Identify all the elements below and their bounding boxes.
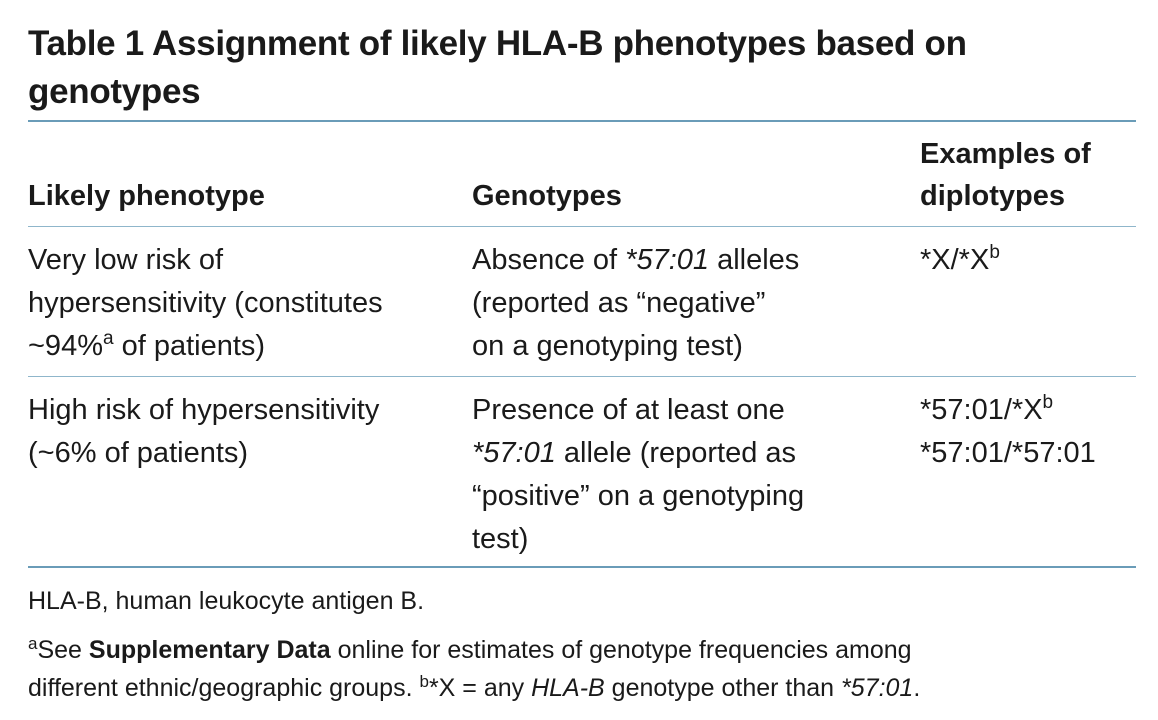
table-title: [28, 20, 1128, 116]
title-line-1: Table 1 Assignment of likely HLA-B phenotypes based on: [28, 24, 967, 63]
row1-phenotype: Very low risk of hypersensitivity (constitutes ~94%$^a$ of patients): [28, 244, 383, 362]
footnote-a-b: $^a$See Supplementary Data online for estimates of genotype frequencies among different ethnic/geographic groups. $^b$*X = any HLA-B genotype other than *57:01.: [28, 634, 921, 702]
header-diplotypes: Examples of diplotypes: [920, 138, 1091, 212]
row2-phenotype: High risk of hypersensitivity (~6% of patients): [28, 394, 380, 469]
row1-genotypes: Absence of *57:01 alleles (reported as “negative” on a genotyping test): [472, 244, 800, 362]
header-rule: [28, 226, 1136, 227]
row1-diplotypes: $*X/*X^b$: [920, 242, 1000, 276]
top-rule: [28, 120, 1136, 122]
header-phenotype: Likely phenotype: [28, 180, 265, 212]
row2-diplotypes: $*57:01/*X^b$ *57:01/*57:01: [920, 392, 1096, 469]
footnote-abbreviation: HLA-B, human leukocyte antigen B.: [28, 587, 425, 615]
title-line-2: genotypes: [28, 72, 201, 111]
bottom-rule: [28, 566, 1136, 568]
row-separator: [28, 376, 1136, 377]
row2-genotypes: Presence of at least one *57:01 allele (reported as “positive” on a genotyping test): [472, 394, 805, 555]
header-genotypes: Genotypes: [472, 180, 622, 212]
